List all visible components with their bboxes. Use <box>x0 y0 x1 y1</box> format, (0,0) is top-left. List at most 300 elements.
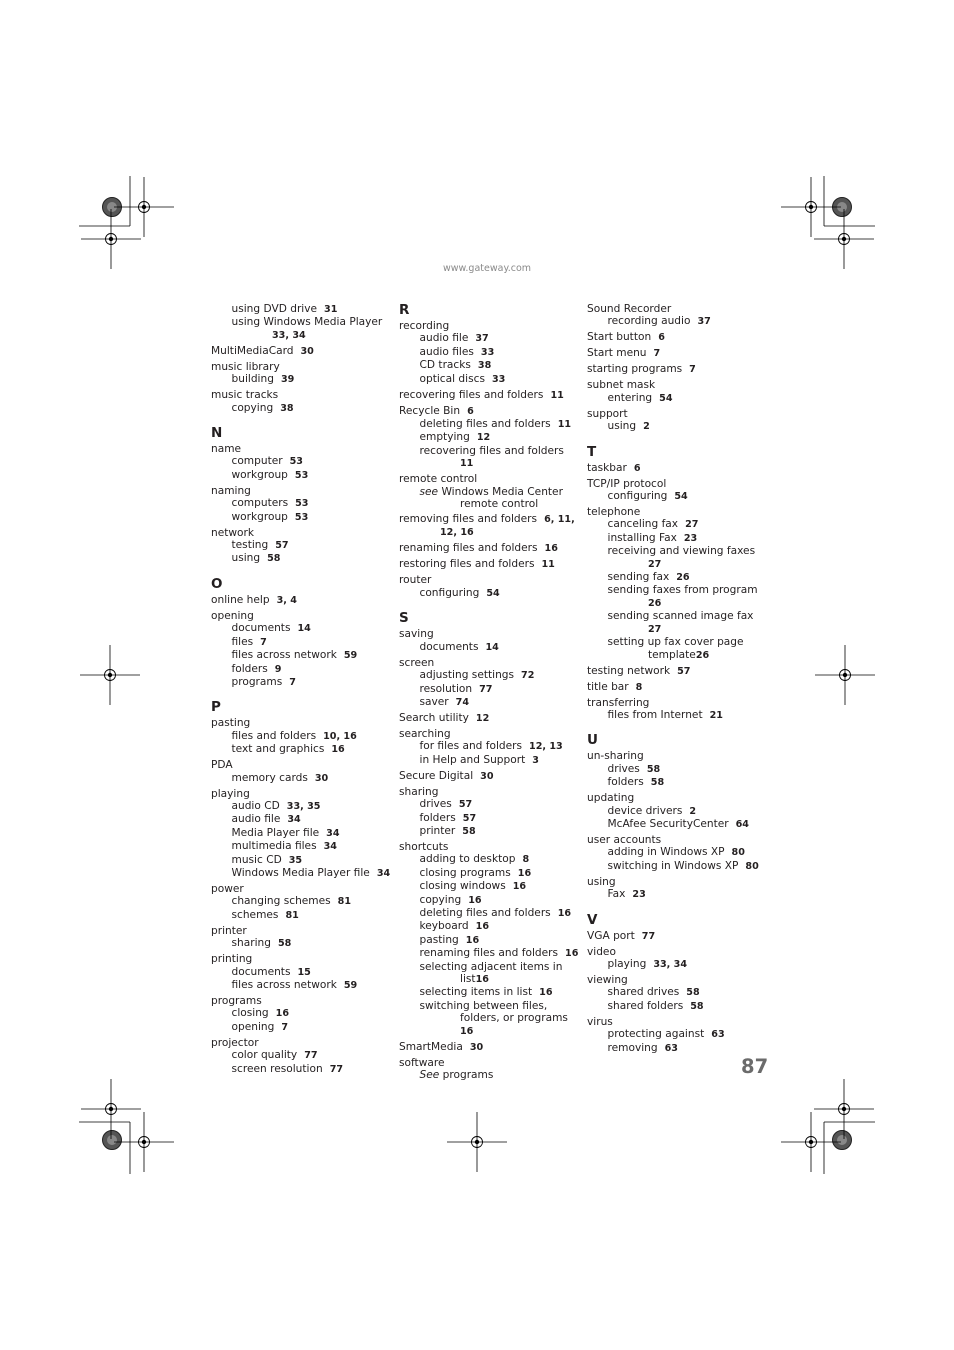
index-entry <box>587 331 762 344</box>
term-text: pasting <box>419 933 459 946</box>
index-subterm <box>211 622 393 635</box>
index-term <box>399 712 581 725</box>
page-reference: 57 <box>462 812 477 824</box>
registration-mark <box>809 1140 813 1144</box>
term-text: documents <box>231 622 291 635</box>
term-text: optical discs <box>419 372 485 385</box>
term-text: viewing <box>587 973 628 986</box>
section-letter: R <box>399 302 410 318</box>
term-text: recording audio <box>607 315 691 328</box>
term-text: transferring <box>587 696 650 709</box>
index-subterm <box>399 669 581 682</box>
term-text: copying <box>419 893 462 906</box>
index-subterm <box>587 818 762 831</box>
term-text: documents <box>231 965 291 978</box>
index-entry <box>587 750 762 789</box>
page-reference: 16 <box>468 894 482 906</box>
index-entry <box>211 995 393 1034</box>
page-reference: 80 <box>731 847 745 859</box>
term-text: opening <box>211 609 254 622</box>
index-subterm <box>211 1007 393 1020</box>
page-reference: 64 <box>735 818 749 830</box>
section-letter: O <box>211 575 223 592</box>
term-text: resolution <box>419 682 473 695</box>
index-subterm <box>587 545 762 557</box>
term-text: remote control <box>399 473 478 486</box>
term-text: removing files and folders <box>399 513 538 526</box>
registration-mark <box>842 237 846 241</box>
term-text: adjusting settings <box>419 669 515 682</box>
term-text: configuring <box>419 586 480 599</box>
term-text: telephone <box>587 506 641 519</box>
page-reference: 16 <box>557 907 572 919</box>
index-subterm <box>211 800 393 813</box>
term-text: updating <box>587 792 635 805</box>
index-subterm <box>211 329 393 342</box>
term-text: screen resolution <box>231 1062 323 1075</box>
page-reference: 81 <box>337 896 352 908</box>
term-text: subnet mask <box>587 379 656 392</box>
page-reference: 34 <box>323 841 337 853</box>
term-text: using <box>231 552 261 565</box>
index-term <box>399 473 581 485</box>
index-subterm <box>211 867 393 880</box>
page-reference: 26 <box>676 572 690 584</box>
index-entry <box>399 473 581 510</box>
term-text: programs <box>442 1069 494 1082</box>
index-term <box>587 363 762 376</box>
index-term <box>587 697 762 709</box>
index-entry <box>399 558 581 571</box>
term-text: music library <box>211 360 280 373</box>
page-reference: 11 <box>541 559 555 571</box>
registration-mark <box>142 205 146 209</box>
term-text: router <box>399 574 432 587</box>
index-term <box>399 574 581 586</box>
page-reference: 16 <box>517 867 532 879</box>
page-reference: 58 <box>646 763 661 775</box>
term-text: user accounts <box>587 833 662 846</box>
page-reference: 38 <box>280 402 294 414</box>
index-term <box>587 506 762 518</box>
index-entry <box>587 681 762 694</box>
page-reference: 58 <box>267 553 281 565</box>
index-column-1 <box>211 303 393 1079</box>
registration-mark <box>843 673 847 677</box>
term-text: documents <box>419 640 479 653</box>
index-subterm <box>587 623 762 636</box>
index-subterm <box>399 526 581 539</box>
term-text: workgroup <box>231 510 288 523</box>
index-entry <box>399 841 581 1038</box>
index-subterm <box>211 827 393 840</box>
index-entry <box>399 574 581 600</box>
index-term <box>399 389 581 402</box>
index-term <box>211 345 393 358</box>
index-subterm <box>587 584 762 596</box>
index-subterm <box>211 895 393 908</box>
index-term <box>211 925 393 937</box>
registration-mark <box>142 1140 146 1144</box>
term-text: changing schemes <box>231 895 331 908</box>
term-text: Start button <box>587 331 652 344</box>
page-reference: 58 <box>686 987 700 999</box>
term-text: selecting items in list <box>419 986 533 999</box>
page-reference: 33, 34 <box>272 329 306 341</box>
page-reference: 16 <box>475 974 489 985</box>
page-reference: 80 <box>745 860 759 872</box>
term-text: files from Internet <box>607 708 703 721</box>
term-text: folders <box>419 811 456 824</box>
page-reference: 7 <box>260 636 267 648</box>
term-text: Windows Media Center <box>441 485 563 498</box>
index-subterm <box>211 649 393 662</box>
index-term <box>211 883 393 895</box>
term-text: renaming files and folders <box>399 542 538 555</box>
page-reference: 6, 11, <box>544 514 575 526</box>
index-entry <box>399 389 581 402</box>
term-text: printer <box>419 824 456 837</box>
index-entry <box>587 974 762 1013</box>
index-term <box>587 379 762 391</box>
term-text: support <box>587 407 628 420</box>
term-text: audio files <box>419 345 474 358</box>
index-entry <box>399 786 581 839</box>
index-subterm <box>399 683 581 696</box>
term-text: selecting adjacent items in <box>419 960 563 973</box>
index-term <box>211 361 393 373</box>
term-text: drives <box>419 798 452 811</box>
page-number: 87 <box>741 1055 769 1078</box>
index-term <box>211 443 393 455</box>
page-reference: 9 <box>274 663 282 675</box>
index-entry <box>587 930 762 943</box>
index-term <box>399 841 581 853</box>
term-text: for files and folders <box>419 740 523 753</box>
page-reference: 31 <box>324 304 338 315</box>
index-subterm <box>399 498 581 510</box>
page-reference: 39 <box>280 374 295 386</box>
term-text: playing <box>211 787 250 800</box>
term-text: programs <box>231 675 283 688</box>
index-term <box>211 389 393 401</box>
index-subterm <box>399 696 581 709</box>
page-reference: 37 <box>697 316 711 328</box>
header-url: www.gateway.com <box>442 263 532 274</box>
term-text: music tracks <box>211 389 279 402</box>
see-reference: See <box>419 1069 440 1082</box>
index-subterm <box>399 1069 581 1081</box>
page-reference: 34 <box>287 814 301 826</box>
index-subterm <box>399 445 581 457</box>
index-subterm <box>399 457 581 470</box>
page-reference: 53 <box>294 511 309 523</box>
index-term <box>587 303 762 315</box>
index-subterm <box>587 490 762 503</box>
page-reference: 33, 34 <box>653 958 687 970</box>
term-text: Windows Media Player file <box>231 866 370 879</box>
index-entry <box>211 610 393 689</box>
index-subterm <box>399 880 581 893</box>
index-subterm <box>211 1021 393 1034</box>
index-subterm <box>399 332 581 345</box>
index-term <box>399 657 581 669</box>
index-entry <box>587 506 762 662</box>
registration-mark <box>108 673 112 677</box>
index-term <box>587 946 762 958</box>
index-subterm <box>399 641 581 654</box>
page-reference: 53 <box>294 469 309 481</box>
index-subterm <box>211 636 393 649</box>
index-entry <box>211 443 393 482</box>
term-text: receiving and viewing faxes <box>607 545 756 558</box>
registration-mark <box>809 205 813 209</box>
page-reference: 59 <box>343 650 358 662</box>
term-text: projector <box>211 1036 259 1049</box>
index-subterm <box>211 813 393 826</box>
index-subterm <box>211 316 393 328</box>
term-text: searching <box>399 727 451 740</box>
page-reference: 16 <box>465 934 480 946</box>
section-letter: S <box>399 610 409 627</box>
page-reference: 12, 16 <box>440 527 474 539</box>
term-text: renaming files and folders <box>419 947 559 960</box>
term-text: emptying <box>419 431 470 444</box>
index-subterm <box>211 840 393 853</box>
term-text: sending faxes from program <box>607 584 758 597</box>
term-text: switching between files, <box>419 999 548 1012</box>
page-reference: 57 <box>275 540 289 552</box>
index-entry <box>211 345 393 358</box>
index-subterm <box>587 532 762 545</box>
index-entry <box>399 542 581 555</box>
index-term <box>211 1037 393 1049</box>
index-subterm <box>587 763 762 776</box>
term-text: canceling fax <box>607 518 679 531</box>
term-text: closing <box>231 1007 269 1020</box>
index-entry <box>399 1041 581 1054</box>
term-text: deleting files and folders <box>419 906 551 919</box>
index-entry <box>211 389 393 415</box>
index-column-2 <box>399 303 581 1084</box>
term-text: sharing <box>231 937 271 950</box>
term-text: audio CD <box>231 799 280 812</box>
page-reference: 34 <box>326 827 340 839</box>
term-text: software <box>399 1056 445 1069</box>
page-reference: 3 <box>532 754 539 766</box>
color-bar-dot <box>837 1135 847 1145</box>
see-reference: see <box>419 485 439 498</box>
page-reference: 16 <box>565 948 579 960</box>
term-text: recovering files and folders <box>399 388 544 401</box>
term-text: printer <box>211 924 247 937</box>
index-subterm <box>399 1000 581 1012</box>
index-entry <box>211 303 393 342</box>
index-subterm <box>399 740 581 753</box>
page-reference: 16 <box>331 744 345 756</box>
index-subterm <box>399 346 581 359</box>
section-letter: N <box>211 425 223 442</box>
index-subterm <box>399 867 581 880</box>
index-entry <box>211 361 393 387</box>
page-reference: 10, 16 <box>323 730 357 742</box>
term-text: TCP/IP protocol <box>587 477 667 490</box>
term-text: closing programs <box>419 866 511 879</box>
index-term <box>399 1041 581 1054</box>
index-term <box>587 930 762 943</box>
term-text: switching in Windows XP <box>607 859 739 872</box>
term-text: PDA <box>211 759 233 772</box>
term-text: files <box>231 635 254 648</box>
page-reference: 12 <box>475 712 490 724</box>
registration-mark <box>109 237 113 241</box>
term-text: drives <box>607 762 640 775</box>
index-subterm <box>399 986 581 999</box>
index-subterm <box>399 961 581 973</box>
term-text: taskbar <box>587 461 627 474</box>
page-reference: 54 <box>674 491 688 503</box>
index-entry <box>587 347 762 360</box>
index-subterm <box>211 511 393 524</box>
section-letter: P <box>211 699 221 716</box>
index-entry <box>587 478 762 504</box>
term-text: using <box>607 420 637 433</box>
page-reference: 21 <box>709 709 723 721</box>
term-text: network <box>211 526 255 539</box>
index-term <box>399 542 581 555</box>
index-subterm <box>587 1028 762 1041</box>
index-subterm <box>211 1063 393 1076</box>
page-reference: 30 <box>300 345 314 357</box>
page-reference: 11 <box>460 458 474 470</box>
index-entry <box>587 834 762 873</box>
index-term <box>587 681 762 694</box>
page-reference: 58 <box>650 777 665 789</box>
index-term <box>587 750 762 762</box>
index-term <box>211 759 393 771</box>
index-term <box>211 995 393 1007</box>
term-text: starting programs <box>587 363 683 376</box>
page-reference: 58 <box>462 825 476 837</box>
registration-mark <box>109 1107 113 1111</box>
page-reference: 38 <box>477 360 492 372</box>
index-subterm <box>399 973 581 986</box>
term-text: setting up fax cover page <box>607 636 744 649</box>
page-reference: 77 <box>304 1050 318 1062</box>
index-entry <box>587 1016 762 1055</box>
term-text: Fax <box>607 888 626 901</box>
index-subterm <box>399 418 581 431</box>
page-reference: 14 <box>485 641 499 653</box>
index-subterm <box>399 853 581 866</box>
term-text: pasting <box>211 717 251 730</box>
index-subterm <box>399 486 581 498</box>
index-subterm <box>211 1049 393 1062</box>
index-term <box>399 320 581 332</box>
term-text: playing <box>607 957 647 970</box>
page-reference: 72 <box>521 670 535 682</box>
page-reference: 74 <box>455 696 470 708</box>
term-text: saving <box>399 628 434 641</box>
term-text: printing <box>211 953 253 966</box>
term-text: screen <box>399 656 435 669</box>
term-text: configuring <box>607 490 668 503</box>
index-subterm <box>587 1042 762 1055</box>
index-term <box>587 834 762 846</box>
term-text: schemes <box>231 908 279 921</box>
term-text: files across network <box>231 649 337 662</box>
page-reference: 33, 35 <box>286 800 321 812</box>
index-subterm <box>587 610 762 622</box>
term-text: shared folders <box>607 999 684 1012</box>
index-subterm <box>211 497 393 510</box>
term-text: Search utility <box>399 711 469 724</box>
term-text: entering <box>607 391 653 404</box>
index-term <box>399 405 581 418</box>
page-reference: 2 <box>643 421 650 433</box>
term-text: testing <box>231 539 269 552</box>
index-term <box>211 485 393 497</box>
index-subterm <box>587 392 762 405</box>
term-text: recovering files and folders <box>419 444 564 457</box>
index-subterm <box>211 539 393 552</box>
page-reference: 16 <box>539 987 553 999</box>
page-reference: 6 <box>633 462 641 474</box>
index-subterm <box>587 649 762 662</box>
index-term <box>211 953 393 965</box>
term-text: name <box>211 443 242 456</box>
index-subterm <box>211 303 393 316</box>
term-text: files across network <box>231 979 337 991</box>
page-reference: 3, 4 <box>276 594 297 606</box>
index-subterm <box>587 888 762 901</box>
index-term <box>587 665 762 678</box>
index-term <box>211 610 393 622</box>
page-reference: 63 <box>711 1029 725 1041</box>
index-entry <box>587 697 762 723</box>
term-text: programs <box>211 995 262 1007</box>
index-entry <box>399 320 581 386</box>
page-reference: 77 <box>329 1063 344 1075</box>
term-text: deleting files and folders <box>419 418 551 431</box>
index-subterm <box>399 359 581 372</box>
page-reference: 34 <box>376 867 391 879</box>
page-reference: 12, 13 <box>529 741 563 753</box>
index-subterm <box>399 1012 581 1024</box>
term-text: memory cards <box>231 771 308 784</box>
term-text: restoring files and folders <box>399 558 535 571</box>
term-text: in Help and Support <box>419 753 526 766</box>
index-subterm <box>211 966 393 979</box>
page-reference: 16 <box>275 1008 290 1020</box>
term-text: building <box>231 373 274 386</box>
index-term <box>399 786 581 798</box>
page-reference: 23 <box>632 889 646 901</box>
index-term <box>587 1016 762 1028</box>
term-text: naming <box>211 484 251 497</box>
page-reference: 27 <box>648 623 662 635</box>
index-subterm <box>399 947 581 960</box>
index-entry <box>587 665 762 678</box>
term-text: workgroup <box>231 468 288 481</box>
index-term <box>399 628 581 640</box>
page-reference: 16 <box>475 921 489 933</box>
index-subterm <box>211 469 393 482</box>
term-text: testing network <box>587 664 671 677</box>
term-text: folders, or programs <box>460 1012 568 1025</box>
index-subterm <box>211 854 393 867</box>
term-text: using Windows Media Player <box>231 316 383 329</box>
